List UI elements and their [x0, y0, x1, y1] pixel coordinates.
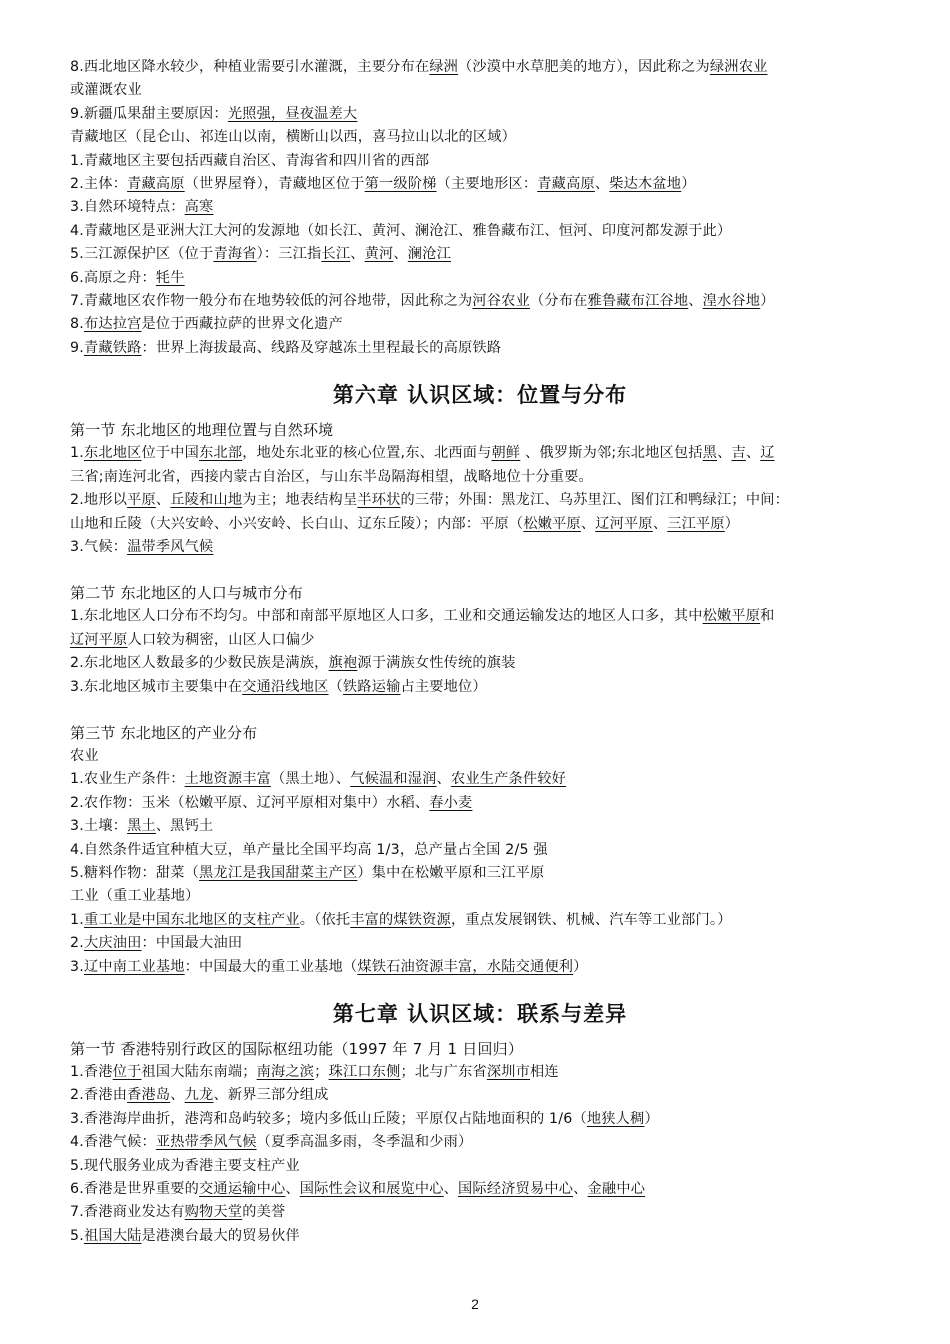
underlined-keyword: 青藏高原 [127, 176, 185, 193]
underlined-keyword: 重工业是中国东北地区的支柱产业 [83, 911, 300, 928]
underlined-keyword: 地狭人稠 [586, 1110, 645, 1127]
text-segment: 3. [70, 958, 84, 975]
underlined-keyword: 东北部 [199, 445, 243, 462]
underlined-keyword: 位于 [112, 1064, 142, 1080]
text-line [70, 792, 890, 815]
underlined-keyword: 吉 [731, 445, 746, 462]
text-segment: 8.西北地区降水较少，种植业需要引水灌溉，主要分布在 [70, 59, 430, 75]
text-line [70, 1201, 890, 1224]
text-segment: 1.青藏地区主要包括西藏自治区、青海省和四川省的西部 [70, 152, 430, 169]
underlined-keyword: 祖国大陆 [83, 1227, 142, 1244]
underlined-keyword: 松嫩平原 [523, 515, 581, 532]
text-segment: 6.香港是世界重要的 [70, 1181, 200, 1198]
text-segment: ）集中在松嫩平原和三江平原 [357, 864, 545, 881]
text-line [70, 220, 890, 243]
text-segment: 2.地形以 [70, 492, 128, 509]
section-heading [70, 721, 890, 745]
text-line [70, 652, 890, 675]
text-segment: 农业 [70, 747, 99, 764]
text-segment: 是港澳台最大的贸易伙伴 [141, 1227, 300, 1244]
underlined-keyword: 辽 [760, 445, 775, 462]
text-line [70, 1225, 890, 1248]
underlined-keyword: 朝鲜 [491, 445, 521, 462]
text-segment: ：世界上海拔最高、线路及穿越冻土里程最长的高原铁路 [141, 339, 502, 356]
text-line [70, 862, 890, 885]
underlined-keyword: 河谷农业 [472, 293, 530, 310]
text-segment: 祖国大陆东南端； [141, 1064, 257, 1080]
text-segment: 、 [170, 1087, 185, 1104]
page-number: 2 [471, 1296, 479, 1312]
text-line [70, 536, 890, 559]
text-segment: 、 [745, 445, 761, 462]
section-heading [70, 418, 890, 442]
text-line [70, 932, 890, 955]
text-segment: 8. [70, 316, 84, 333]
text-segment: 的美誉 [242, 1204, 286, 1221]
section-heading [70, 1037, 890, 1061]
text-segment: ；北与广东省 [400, 1064, 487, 1080]
text-segment: 山地和丘陵（大兴安岭、小兴安岭、长白山、辽东丘陵）；内部：平原（ [70, 515, 524, 532]
underlined-keyword: 金融中心 [587, 1181, 646, 1198]
text-line [70, 815, 890, 838]
text-segment: ，地处东北亚的核心位置,东、北西面与 [242, 445, 492, 462]
text-segment: （分布在 [529, 293, 588, 310]
text-line [70, 956, 890, 979]
text-segment: 、 [285, 1181, 300, 1198]
underlined-keyword: 雅鲁藏布江谷地 [587, 293, 689, 310]
underlined-keyword: 黄河 [364, 246, 394, 263]
underlined-keyword: 半环状 [357, 492, 401, 509]
underlined-keyword: 青藏铁路 [83, 339, 142, 356]
text-segment: ； [314, 1064, 329, 1080]
text-line [70, 513, 890, 536]
text-segment: 4.香港气候： [70, 1134, 156, 1151]
underlined-keyword: 辽中南工业基地 [83, 958, 185, 975]
section-spacer [70, 559, 890, 581]
underlined-keyword: 长江 [321, 246, 351, 263]
text-segment: 1.东北地区人口分布不均匀。中部和南部平原地区人口多，工业和交通运输发达的地区人口多，其中 [70, 608, 703, 625]
text-line [70, 489, 890, 512]
text-line [70, 629, 890, 652]
text-segment: 、新界三部分组成 [213, 1087, 329, 1104]
underlined-keyword: 丘陵和山地 [170, 492, 243, 509]
text-segment: 第一节 香港特别行政区的国际枢纽功能（1997 年 7 月 1 日回归） [70, 1040, 524, 1058]
text-segment: 源于满族女性传统的旗装 [357, 655, 516, 672]
underlined-keyword: 三江平原 [667, 515, 725, 532]
text-segment: 、黑钙土 [155, 818, 214, 835]
underlined-keyword: 亚热带季风气候 [155, 1134, 257, 1151]
text-segment: 1. [70, 445, 84, 462]
underlined-keyword: 春小麦 [429, 794, 473, 811]
underlined-keyword: 东北地区 [83, 445, 142, 462]
text-line [70, 1061, 890, 1084]
text-segment: 1.香港 [70, 1064, 113, 1080]
text-segment: 。（依托 [299, 911, 351, 928]
text-segment: 7.青藏地区农作物一般分布在地势较低的河谷地带，因此称之为 [70, 293, 473, 310]
text-line [70, 1131, 890, 1154]
underlined-keyword: 澜沧江 [407, 246, 451, 263]
text-segment: ） [681, 176, 696, 193]
text-segment: 、 [594, 176, 610, 193]
text-segment: 位于中国 [141, 445, 200, 462]
text-segment: 、 [436, 771, 451, 788]
text-segment: 2.农作物：玉米（松嫩平原、辽河平原相对集中）水稻、 [70, 794, 430, 811]
text-line [70, 676, 890, 699]
text-segment: 第一节 东北地区的地理位置与自然环境 [70, 421, 334, 440]
text-segment: ） [644, 1110, 659, 1127]
text-line [70, 1155, 890, 1178]
underlined-keyword: 第一级阶梯 [364, 176, 437, 193]
text-segment: 、 [443, 1181, 459, 1198]
underlined-keyword: 交通运输中心 [199, 1181, 286, 1198]
text-segment: 相连 [530, 1064, 559, 1080]
text-segment: 、 [350, 246, 365, 263]
underlined-keyword: 黑土 [127, 818, 156, 835]
underlined-keyword: 煤铁石油资源丰富，水陆交通便利 [357, 958, 574, 975]
text-line [70, 768, 890, 791]
text-segment: 的三带；外围：黑龙江、乌苏里江、图们江和鸭绿江；中间： [400, 492, 789, 509]
underlined-keyword: 绿洲农业 [709, 59, 768, 75]
text-segment: 为主；地表结构呈 [242, 492, 358, 509]
text-segment: 3.自然环境特点： [70, 199, 185, 216]
page-content [70, 56, 890, 1248]
underlined-keyword: 青海省 [213, 246, 257, 263]
text-segment: 、 [652, 515, 668, 532]
text-segment: 、 [580, 515, 596, 532]
text-segment: 工业（重工业基地） [70, 888, 200, 905]
underlined-keyword: 交通沿线地区 [242, 678, 329, 695]
underlined-keyword: 松嫩平原 [702, 608, 761, 625]
underlined-keyword: 深圳市 [486, 1064, 531, 1080]
text-segment: （世界屋脊），青藏地区位于 [184, 176, 365, 193]
text-line [70, 1178, 890, 1201]
text-line [70, 605, 890, 628]
text-segment: 、俄罗斯为邻;东北地区包括 [520, 445, 703, 462]
text-line [70, 103, 890, 126]
text-segment: 和 [760, 608, 775, 625]
text-segment: ：中国最大的重工业基地（ [184, 958, 358, 975]
text-line [70, 442, 890, 465]
text-segment: 4.青藏地区是亚洲大江大河的发源地（如长江、黄河、澜沧江、雅鲁藏布江、恒河、印度河都发源于此） [70, 222, 732, 239]
text-segment: 占主要地位） [400, 678, 487, 695]
text-line [70, 79, 890, 102]
text-line [70, 196, 890, 219]
underlined-keyword: 光照强，昼夜温差大 [227, 105, 358, 122]
underlined-keyword: 铁路运输 [342, 678, 401, 695]
text-line [70, 173, 890, 196]
text-line [70, 909, 890, 932]
text-line [70, 885, 890, 908]
text-segment: ） [760, 293, 775, 310]
underlined-keyword: 牦牛 [155, 269, 185, 286]
text-line [70, 56, 890, 79]
section-spacer [70, 699, 890, 721]
text-segment: 3.香港海岸曲折，港湾和岛屿较多；境内多低山丘陵；平原仅占陆地面积的 1/6（ [70, 1110, 587, 1127]
underlined-keyword: 柴达木盆地 [609, 176, 682, 193]
underlined-keyword: 湟水谷地 [702, 293, 761, 310]
underlined-keyword: 旗袍 [328, 655, 358, 672]
text-segment: 、 [688, 293, 703, 310]
underlined-keyword: 大庆油田 [83, 935, 142, 952]
underlined-keyword: 黑 [702, 445, 718, 462]
underlined-keyword: 辽河平原 [70, 631, 128, 648]
underlined-keyword: 土地资源丰富 [184, 771, 271, 788]
chapter-heading: 第七章 认识区域：联系与差异 [332, 1001, 628, 1026]
underlined-keyword: 农业生产条件较好 [450, 771, 567, 788]
text-segment: ：中国最大油田 [141, 935, 243, 952]
text-segment: （沙漠中水草肥美的地方），因此称之为 [458, 59, 710, 75]
text-segment: 是位于西藏拉萨的世界文化遗产 [141, 316, 343, 333]
text-segment: 3.东北地区城市主要集中在 [70, 678, 243, 695]
text-line [70, 1108, 890, 1131]
text-line [70, 313, 890, 336]
text-segment: ，重点发展钢铁、机械、汽车等工业部门。） [450, 911, 732, 928]
underlined-keyword: 辽河平原 [595, 515, 653, 532]
text-segment: 或灌溉农业 [70, 82, 142, 99]
text-line [70, 150, 890, 173]
underlined-keyword: 绿洲 [429, 59, 459, 75]
text-segment: 6.高原之舟： [70, 269, 156, 286]
text-segment: 2.主体： [70, 176, 128, 193]
text-segment: 1. [70, 911, 84, 928]
underlined-keyword: 丰富的煤铁资源 [350, 911, 451, 928]
text-segment: 第二节 东北地区的人口与城市分布 [70, 584, 303, 603]
text-segment: ）：三江指 [256, 246, 322, 263]
text-segment: 三省;南连河北省，西接内蒙古自治区，与山东半岛隔海相望，战略地位十分重要。 [70, 468, 593, 485]
text-line [70, 290, 890, 313]
underlined-keyword: 布达拉宫 [83, 316, 142, 333]
text-segment: 4.自然条件适宜种植大豆，单产量比全国平均高 1/3，总产量占全国 2/5 强 [70, 841, 548, 858]
underlined-keyword: 南海之滨 [256, 1064, 315, 1080]
text-segment: （ [328, 678, 343, 695]
text-line [70, 267, 890, 290]
text-segment: 9.新疆瓜果甜主要原因： [70, 105, 228, 122]
text-segment: 、 [155, 492, 171, 509]
text-segment: 7.香港商业发达有 [70, 1204, 185, 1221]
text-segment: 青藏地区（昆仑山、祁连山以南，横断山以西，喜马拉山以北的区域） [70, 129, 517, 146]
underlined-keyword: 青藏高原 [537, 176, 595, 193]
text-segment: 人口较为稠密，山区人口偏少 [127, 631, 315, 648]
underlined-keyword: 国际性会议和展览中心 [299, 1181, 444, 1198]
text-segment: 2.香港由 [70, 1087, 128, 1104]
underlined-keyword: 国际经济贸易中心 [458, 1181, 574, 1198]
underlined-keyword: 珠江口东侧 [328, 1064, 401, 1080]
text-segment: 、 [393, 246, 408, 263]
text-segment: 9. [70, 339, 84, 356]
text-segment: 5. [70, 1227, 84, 1244]
text-segment: 3.气候： [70, 538, 128, 555]
underlined-keyword: 香港岛 [127, 1087, 171, 1104]
underlined-keyword: 气候温和湿润 [350, 771, 437, 788]
text-segment: ） [573, 958, 588, 975]
text-segment: 2. [70, 935, 84, 952]
text-line [70, 337, 890, 360]
text-line [70, 466, 890, 489]
underlined-keyword: 黑龙江是我国甜菜主产区 [199, 864, 358, 881]
text-segment: （黑土地）、 [270, 771, 351, 788]
text-line [70, 745, 890, 768]
section-heading [70, 581, 890, 605]
chapter-heading: 第六章 认识区域：位置与分布 [332, 382, 628, 408]
underlined-keyword: 购物天堂 [184, 1204, 243, 1221]
underlined-keyword: 高寒 [184, 199, 214, 216]
text-segment: 2.东北地区人数最多的少数民族是满族， [70, 655, 329, 672]
text-segment: 第三节 东北地区的产业分布 [70, 723, 258, 742]
text-line [70, 1084, 890, 1107]
text-segment: （夏季高温多雨，冬季温和少雨） [256, 1134, 473, 1151]
text-segment: 1.农业生产条件： [70, 771, 185, 788]
text-segment: 、 [717, 445, 732, 462]
text-segment: 5.三江源保护区（位于 [70, 246, 214, 263]
text-line [70, 243, 890, 266]
underlined-keyword: 平原 [127, 492, 156, 509]
underlined-keyword: 温带季风气候 [127, 538, 214, 555]
text-segment: 、 [573, 1181, 588, 1198]
text-line [70, 839, 890, 862]
text-segment: （主要地形区： [436, 176, 538, 193]
text-segment: 5.糖料作物：甜菜（ [70, 864, 200, 881]
text-line [70, 126, 890, 149]
text-segment: 3.土壤： [70, 818, 128, 835]
text-segment: 5.现代服务业成为香港主要支柱产业 [70, 1157, 300, 1174]
text-segment: ） [724, 515, 740, 532]
underlined-keyword: 九龙 [184, 1087, 214, 1104]
